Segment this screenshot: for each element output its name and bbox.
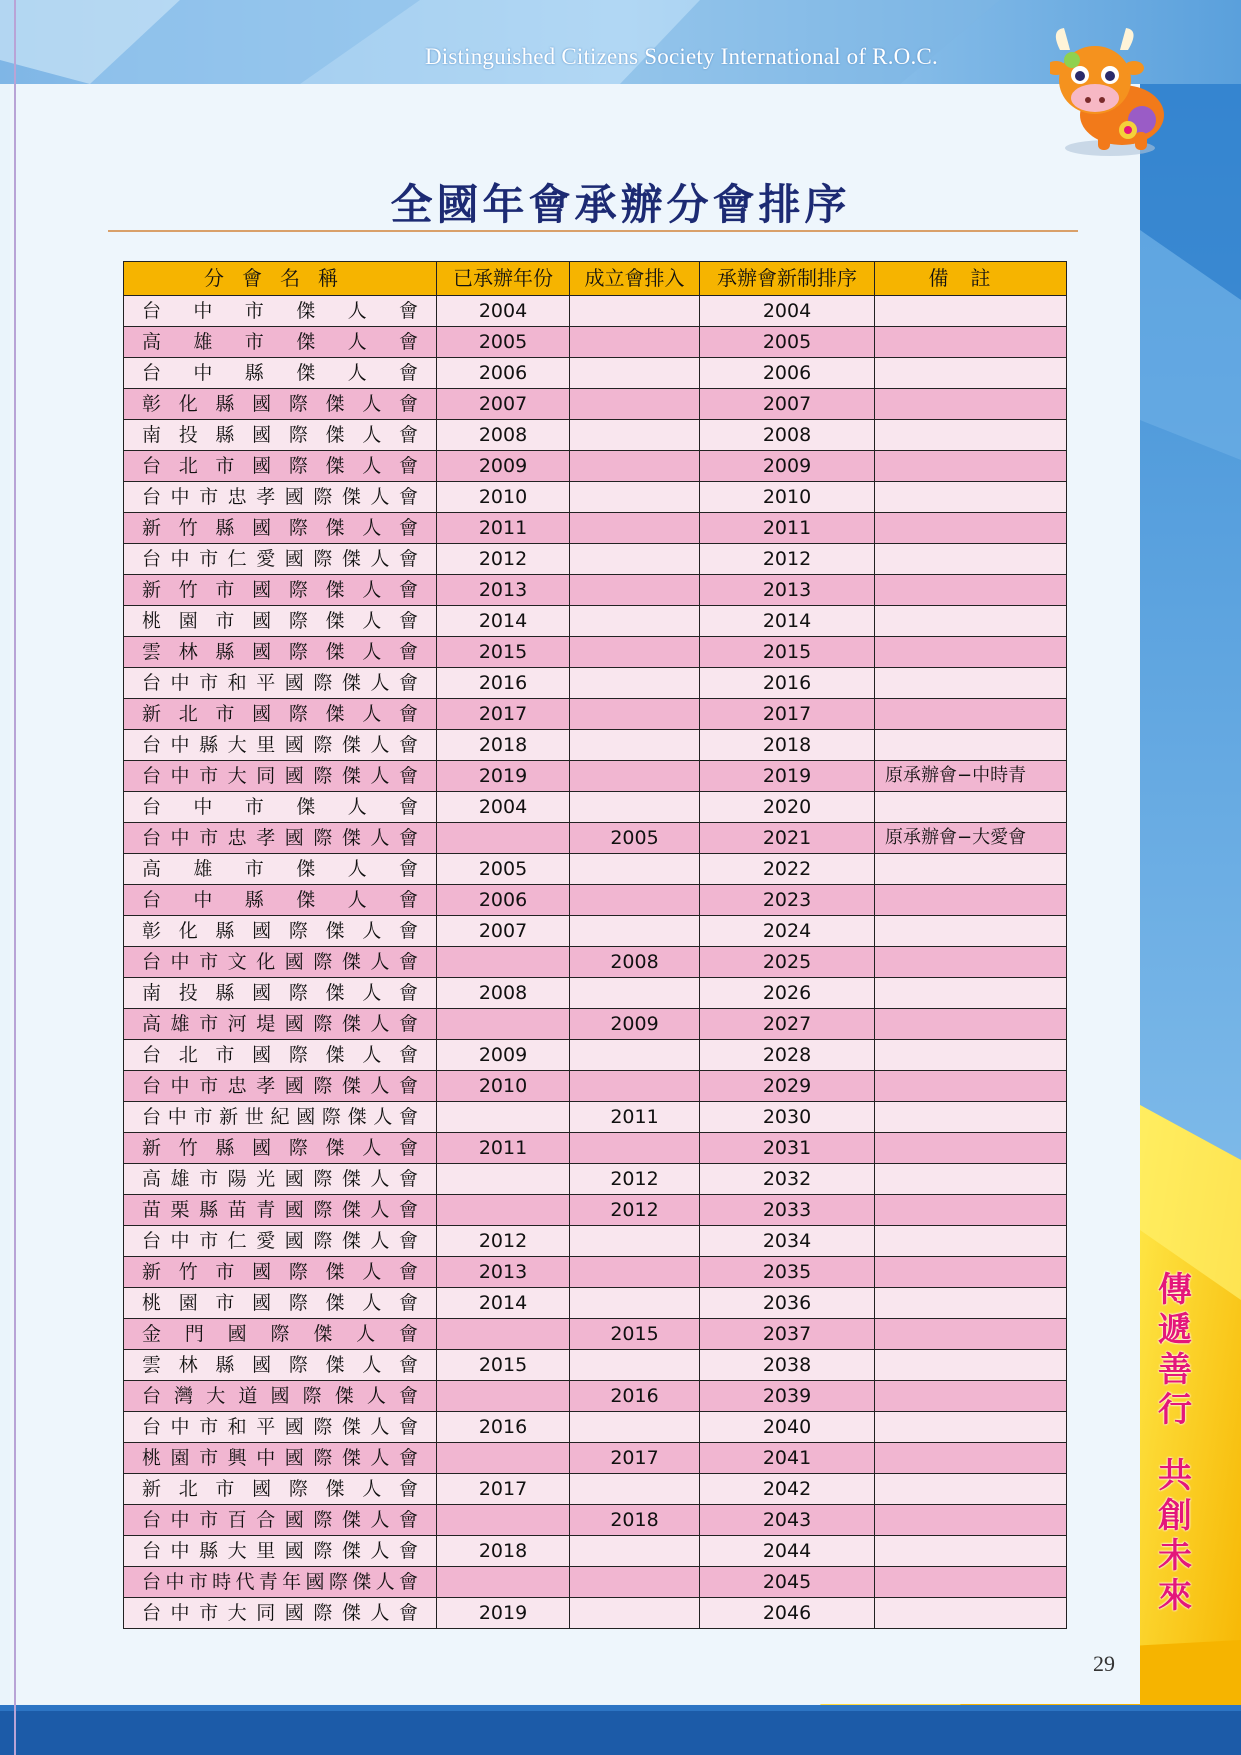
- remarks-cell: [875, 699, 1067, 730]
- founded-entry-cell: 2008: [570, 947, 700, 978]
- founded-entry-cell: 2015: [570, 1319, 700, 1350]
- founded-entry-cell: [570, 420, 700, 451]
- founded-entry-cell: [570, 389, 700, 420]
- branch-name-cell: 高雄市傑人會: [124, 327, 437, 358]
- remarks-cell: [875, 1319, 1067, 1350]
- founded-entry-cell: [570, 668, 700, 699]
- hosted-year-cell: 2016: [437, 668, 570, 699]
- table-row: [124, 916, 1067, 947]
- table-row: [124, 389, 1067, 420]
- branch-name-cell: 彰化縣國際傑人會: [124, 389, 437, 420]
- branch-name-cell: 彰化縣國際傑人會: [124, 916, 437, 947]
- branch-name-cell: 台灣大道國際傑人會: [124, 1381, 437, 1412]
- table-row: [124, 1164, 1067, 1195]
- remarks-cell: [875, 296, 1067, 327]
- remarks-cell: [875, 1195, 1067, 1226]
- new-order-cell: 2013: [700, 575, 875, 606]
- hosted-year-cell: 2016: [437, 1412, 570, 1443]
- new-order-cell: 2012: [700, 544, 875, 575]
- hosted-year-cell: 2011: [437, 513, 570, 544]
- remarks-cell: [875, 885, 1067, 916]
- hosted-year-cell: [437, 1505, 570, 1536]
- founded-entry-cell: [570, 358, 700, 389]
- new-order-cell: 2010: [700, 482, 875, 513]
- hosted-year-cell: 2010: [437, 1071, 570, 1102]
- founded-entry-cell: [570, 606, 700, 637]
- hosted-year-cell: 2013: [437, 575, 570, 606]
- remarks-cell: [875, 1412, 1067, 1443]
- founded-entry-cell: [570, 451, 700, 482]
- header-remarks: 備註: [875, 262, 1067, 296]
- remarks-cell: [875, 1257, 1067, 1288]
- hosted-year-cell: 2009: [437, 1040, 570, 1071]
- founded-entry-cell: [570, 699, 700, 730]
- table-row: [124, 637, 1067, 668]
- hosted-year-cell: 2019: [437, 761, 570, 792]
- new-order-cell: 2017: [700, 699, 875, 730]
- remarks-cell: [875, 420, 1067, 451]
- page-title: 全國年會承辦分會排序: [390, 180, 851, 229]
- founded-entry-cell: [570, 1598, 700, 1629]
- header-new-order: 承辦會新制排序: [700, 262, 875, 296]
- table-row: [124, 1567, 1067, 1598]
- branch-name-cell: 新竹縣國際傑人會: [124, 513, 437, 544]
- new-order-cell: 2005: [700, 327, 875, 358]
- remarks-cell: [875, 1164, 1067, 1195]
- branch-name-cell: 高雄市河堤國際傑人會: [124, 1009, 437, 1040]
- table-row: [124, 761, 1067, 792]
- hosted-year-cell: [437, 1009, 570, 1040]
- branch-name-cell: 新北市國際傑人會: [124, 699, 437, 730]
- table-row: [124, 1474, 1067, 1505]
- founded-entry-cell: [570, 792, 700, 823]
- remarks-cell: [875, 637, 1067, 668]
- hosted-year-cell: 2006: [437, 885, 570, 916]
- remarks-cell: [875, 1350, 1067, 1381]
- hosted-year-cell: [437, 1567, 570, 1598]
- hosted-year-cell: 2012: [437, 544, 570, 575]
- remarks-cell: [875, 792, 1067, 823]
- remarks-cell: [875, 668, 1067, 699]
- new-order-cell: 2038: [700, 1350, 875, 1381]
- hosted-year-cell: 2015: [437, 1350, 570, 1381]
- table-row: [124, 1288, 1067, 1319]
- branch-name-cell: 台中市忠孝國際傑人會: [124, 1071, 437, 1102]
- branch-name-cell: 新北市國際傑人會: [124, 1474, 437, 1505]
- hosted-year-cell: 2005: [437, 327, 570, 358]
- branch-name-cell: 桃園市國際傑人會: [124, 1288, 437, 1319]
- new-order-cell: 2041: [700, 1443, 875, 1474]
- branch-name-cell: 台中市大同國際傑人會: [124, 1598, 437, 1629]
- new-order-cell: 2030: [700, 1102, 875, 1133]
- header-founded-entry: 成立會排入: [570, 262, 700, 296]
- table-row: [124, 823, 1067, 854]
- table-row: [124, 513, 1067, 544]
- branch-name-cell: 台中市仁愛國際傑人會: [124, 544, 437, 575]
- remarks-cell: [875, 606, 1067, 637]
- hosted-year-cell: 2017: [437, 1474, 570, 1505]
- remarks-cell: [875, 389, 1067, 420]
- founded-entry-cell: [570, 1257, 700, 1288]
- table-row: [124, 854, 1067, 885]
- founded-entry-cell: [570, 296, 700, 327]
- society-name: Distinguished Citizens Society International of R.O.C.: [425, 44, 938, 69]
- branch-name-cell: 台中市大同國際傑人會: [124, 761, 437, 792]
- founded-entry-cell: [570, 544, 700, 575]
- hosted-year-cell: [437, 1319, 570, 1350]
- remarks-cell: [875, 947, 1067, 978]
- slogan-line-1: 傳遞善行: [1158, 1270, 1192, 1430]
- new-order-cell: 2028: [700, 1040, 875, 1071]
- branch-name-cell: 南投縣國際傑人會: [124, 420, 437, 451]
- founded-entry-cell: [570, 575, 700, 606]
- hosted-year-cell: 2010: [437, 482, 570, 513]
- hosted-year-cell: 2017: [437, 699, 570, 730]
- slogan-line-2: 共創未來: [1158, 1456, 1192, 1616]
- remarks-cell: 原承辦會−中時青: [875, 761, 1067, 792]
- branch-name-cell: 高雄市陽光國際傑人會: [124, 1164, 437, 1195]
- new-order-cell: 2025: [700, 947, 875, 978]
- hosted-year-cell: [437, 1195, 570, 1226]
- remarks-cell: [875, 1133, 1067, 1164]
- new-order-cell: 2035: [700, 1257, 875, 1288]
- table-row: [124, 947, 1067, 978]
- founded-entry-cell: [570, 916, 700, 947]
- remarks-cell: [875, 978, 1067, 1009]
- hosted-year-cell: 2007: [437, 389, 570, 420]
- hosted-year-cell: [437, 1381, 570, 1412]
- branch-name-cell: 台北市國際傑人會: [124, 1040, 437, 1071]
- branch-name-cell: 台中市傑人會: [124, 296, 437, 327]
- founded-entry-cell: [570, 1474, 700, 1505]
- hosted-year-cell: [437, 1443, 570, 1474]
- hosted-year-cell: 2009: [437, 451, 570, 482]
- table-row: [124, 482, 1067, 513]
- branch-name-cell: 新竹市國際傑人會: [124, 575, 437, 606]
- remarks-cell: [875, 1009, 1067, 1040]
- branch-name-cell: 台北市國際傑人會: [124, 451, 437, 482]
- branch-name-cell: 雲林縣國際傑人會: [124, 1350, 437, 1381]
- remarks-cell: [875, 482, 1067, 513]
- table-row: [124, 885, 1067, 916]
- table-row: [124, 420, 1067, 451]
- cow-mascot-icon: [1050, 20, 1175, 160]
- table-row: [124, 327, 1067, 358]
- remarks-cell: [875, 1474, 1067, 1505]
- remarks-cell: [875, 1598, 1067, 1629]
- remarks-cell: [875, 451, 1067, 482]
- branch-name-cell: 台中市和平國際傑人會: [124, 1412, 437, 1443]
- branch-name-cell: 台中市時代青年國際傑人會: [124, 1567, 437, 1598]
- new-order-cell: 2008: [700, 420, 875, 451]
- founded-entry-cell: [570, 854, 700, 885]
- new-order-cell: 2016: [700, 668, 875, 699]
- table-row: [124, 1505, 1067, 1536]
- founded-entry-cell: 2005: [570, 823, 700, 854]
- new-order-cell: 2031: [700, 1133, 875, 1164]
- table-row: [124, 296, 1067, 327]
- table-row: [124, 1350, 1067, 1381]
- remarks-cell: [875, 513, 1067, 544]
- table-row: [124, 1133, 1067, 1164]
- remarks-cell: [875, 1288, 1067, 1319]
- slogan-gap: [1155, 1430, 1195, 1456]
- new-order-cell: 2018: [700, 730, 875, 761]
- branch-name-cell: 台中市傑人會: [124, 792, 437, 823]
- hosted-year-cell: 2004: [437, 296, 570, 327]
- branch-name-cell: 台中縣大里國際傑人會: [124, 730, 437, 761]
- header-branch-name: 分會名稱: [124, 262, 437, 296]
- founded-entry-cell: [570, 730, 700, 761]
- table-row: [124, 1319, 1067, 1350]
- remarks-cell: [875, 1443, 1067, 1474]
- new-order-cell: 2032: [700, 1164, 875, 1195]
- founded-entry-cell: 2017: [570, 1443, 700, 1474]
- branch-name-cell: 苗栗縣苗青國際傑人會: [124, 1195, 437, 1226]
- table-row: [124, 544, 1067, 575]
- hosted-year-cell: [437, 823, 570, 854]
- founded-entry-cell: [570, 978, 700, 1009]
- founded-entry-cell: [570, 637, 700, 668]
- branch-name-cell: 台中縣大里國際傑人會: [124, 1536, 437, 1567]
- table-row: [124, 575, 1067, 606]
- table-row: [124, 1009, 1067, 1040]
- new-order-cell: 2006: [700, 358, 875, 389]
- founded-entry-cell: [570, 1071, 700, 1102]
- new-order-cell: 2039: [700, 1381, 875, 1412]
- header-hosted-year: 已承辦年份: [437, 262, 570, 296]
- founded-entry-cell: [570, 885, 700, 916]
- remarks-cell: 原承辦會−大愛會: [875, 823, 1067, 854]
- hosted-year-cell: 2012: [437, 1226, 570, 1257]
- remarks-cell: [875, 575, 1067, 606]
- branch-name-cell: 台中市新世紀國際傑人會: [124, 1102, 437, 1133]
- new-order-cell: 2019: [700, 761, 875, 792]
- new-order-cell: 2033: [700, 1195, 875, 1226]
- branch-name-cell: 桃園市興中國際傑人會: [124, 1443, 437, 1474]
- new-order-cell: 2022: [700, 854, 875, 885]
- new-order-cell: 2029: [700, 1071, 875, 1102]
- remarks-cell: [875, 1102, 1067, 1133]
- table-row: [124, 730, 1067, 761]
- founded-entry-cell: 2009: [570, 1009, 700, 1040]
- branch-name-cell: 台中市百合國際傑人會: [124, 1505, 437, 1536]
- hosted-year-cell: 2006: [437, 358, 570, 389]
- new-order-cell: 2040: [700, 1412, 875, 1443]
- table-row: [124, 1071, 1067, 1102]
- remarks-cell: [875, 1505, 1067, 1536]
- hosted-year-cell: [437, 1164, 570, 1195]
- table-row: [124, 451, 1067, 482]
- table-row: [124, 1381, 1067, 1412]
- founded-entry-cell: [570, 1536, 700, 1567]
- branch-name-cell: 高雄市傑人會: [124, 854, 437, 885]
- branch-name-cell: 桃園市國際傑人會: [124, 606, 437, 637]
- branch-name-cell: 新竹縣國際傑人會: [124, 1133, 437, 1164]
- new-order-cell: 2043: [700, 1505, 875, 1536]
- remarks-cell: [875, 1040, 1067, 1071]
- remarks-cell: [875, 544, 1067, 575]
- remarks-cell: [875, 327, 1067, 358]
- new-order-cell: 2004: [700, 296, 875, 327]
- new-order-cell: 2046: [700, 1598, 875, 1629]
- table-header-row: [124, 262, 1067, 296]
- table-row: [124, 699, 1067, 730]
- hosted-year-cell: 2013: [437, 1257, 570, 1288]
- founded-entry-cell: 2016: [570, 1381, 700, 1412]
- table-row: [124, 1443, 1067, 1474]
- hosted-year-cell: 2019: [437, 1598, 570, 1629]
- hosted-year-cell: 2014: [437, 1288, 570, 1319]
- founded-entry-cell: [570, 1288, 700, 1319]
- hosted-year-cell: [437, 1102, 570, 1133]
- table-row: [124, 1536, 1067, 1567]
- branch-name-cell: 雲林縣國際傑人會: [124, 637, 437, 668]
- new-order-cell: 2024: [700, 916, 875, 947]
- new-order-cell: 2027: [700, 1009, 875, 1040]
- hosted-year-cell: 2015: [437, 637, 570, 668]
- founded-entry-cell: [570, 1133, 700, 1164]
- founded-entry-cell: [570, 1350, 700, 1381]
- hosted-year-cell: 2008: [437, 978, 570, 1009]
- hosted-year-cell: 2018: [437, 730, 570, 761]
- remarks-cell: [875, 730, 1067, 761]
- new-order-cell: 2020: [700, 792, 875, 823]
- table-row: [124, 792, 1067, 823]
- table-row: [124, 1102, 1067, 1133]
- table-row: [124, 1257, 1067, 1288]
- founded-entry-cell: [570, 1040, 700, 1071]
- new-order-cell: 2026: [700, 978, 875, 1009]
- new-order-cell: 2011: [700, 513, 875, 544]
- branch-name-cell: 台中市文化國際傑人會: [124, 947, 437, 978]
- branch-name-cell: 台中縣傑人會: [124, 358, 437, 389]
- new-order-cell: 2044: [700, 1536, 875, 1567]
- founded-entry-cell: [570, 761, 700, 792]
- hosted-year-cell: 2014: [437, 606, 570, 637]
- new-order-cell: 2037: [700, 1319, 875, 1350]
- branch-name-cell: 台中市忠孝國際傑人會: [124, 823, 437, 854]
- remarks-cell: [875, 854, 1067, 885]
- branch-name-cell: 台中市忠孝國際傑人會: [124, 482, 437, 513]
- new-order-cell: 2009: [700, 451, 875, 482]
- table-row: [124, 606, 1067, 637]
- new-order-cell: 2021: [700, 823, 875, 854]
- table-row: [124, 1412, 1067, 1443]
- hosted-year-cell: [437, 947, 570, 978]
- new-order-cell: 2007: [700, 389, 875, 420]
- remarks-cell: [875, 1567, 1067, 1598]
- founded-entry-cell: [570, 1412, 700, 1443]
- branch-name-cell: 台中市仁愛國際傑人會: [124, 1226, 437, 1257]
- left-border-line: [14, 0, 16, 1755]
- table-row: [124, 668, 1067, 699]
- slogan: [1155, 1270, 1195, 1616]
- new-order-cell: 2045: [700, 1567, 875, 1598]
- table-row: [124, 358, 1067, 389]
- hosted-year-cell: 2011: [437, 1133, 570, 1164]
- founded-entry-cell: [570, 513, 700, 544]
- table-body: [124, 296, 1067, 1629]
- table-row: [124, 1226, 1067, 1257]
- branch-name-cell: 南投縣國際傑人會: [124, 978, 437, 1009]
- hosted-year-cell: 2007: [437, 916, 570, 947]
- new-order-cell: 2042: [700, 1474, 875, 1505]
- branch-name-cell: 台中縣傑人會: [124, 885, 437, 916]
- table-row: [124, 1040, 1067, 1071]
- branch-name-cell: 台中市和平國際傑人會: [124, 668, 437, 699]
- table-row: [124, 1195, 1067, 1226]
- branch-name-cell: 金門國際傑人會: [124, 1319, 437, 1350]
- remarks-cell: [875, 916, 1067, 947]
- founded-entry-cell: [570, 1226, 700, 1257]
- host-order-table: [123, 261, 1067, 1629]
- founded-entry-cell: 2012: [570, 1195, 700, 1226]
- remarks-cell: [875, 358, 1067, 389]
- remarks-cell: [875, 1381, 1067, 1412]
- founded-entry-cell: [570, 482, 700, 513]
- new-order-cell: 2023: [700, 885, 875, 916]
- founded-entry-cell: 2011: [570, 1102, 700, 1133]
- new-order-cell: 2036: [700, 1288, 875, 1319]
- founded-entry-cell: 2012: [570, 1164, 700, 1195]
- hosted-year-cell: 2005: [437, 854, 570, 885]
- new-order-cell: 2015: [700, 637, 875, 668]
- founded-entry-cell: 2018: [570, 1505, 700, 1536]
- table-row: [124, 978, 1067, 1009]
- remarks-cell: [875, 1071, 1067, 1102]
- new-order-cell: 2014: [700, 606, 875, 637]
- page-number: 29: [1093, 1651, 1115, 1676]
- new-order-cell: 2034: [700, 1226, 875, 1257]
- branch-name-cell: 新竹市國際傑人會: [124, 1257, 437, 1288]
- remarks-cell: [875, 1226, 1067, 1257]
- hosted-year-cell: 2008: [437, 420, 570, 451]
- table-row: [124, 1598, 1067, 1629]
- founded-entry-cell: [570, 327, 700, 358]
- hosted-year-cell: 2004: [437, 792, 570, 823]
- remarks-cell: [875, 1536, 1067, 1567]
- founded-entry-cell: [570, 1567, 700, 1598]
- hosted-year-cell: 2018: [437, 1536, 570, 1567]
- title-underline: [108, 230, 1078, 232]
